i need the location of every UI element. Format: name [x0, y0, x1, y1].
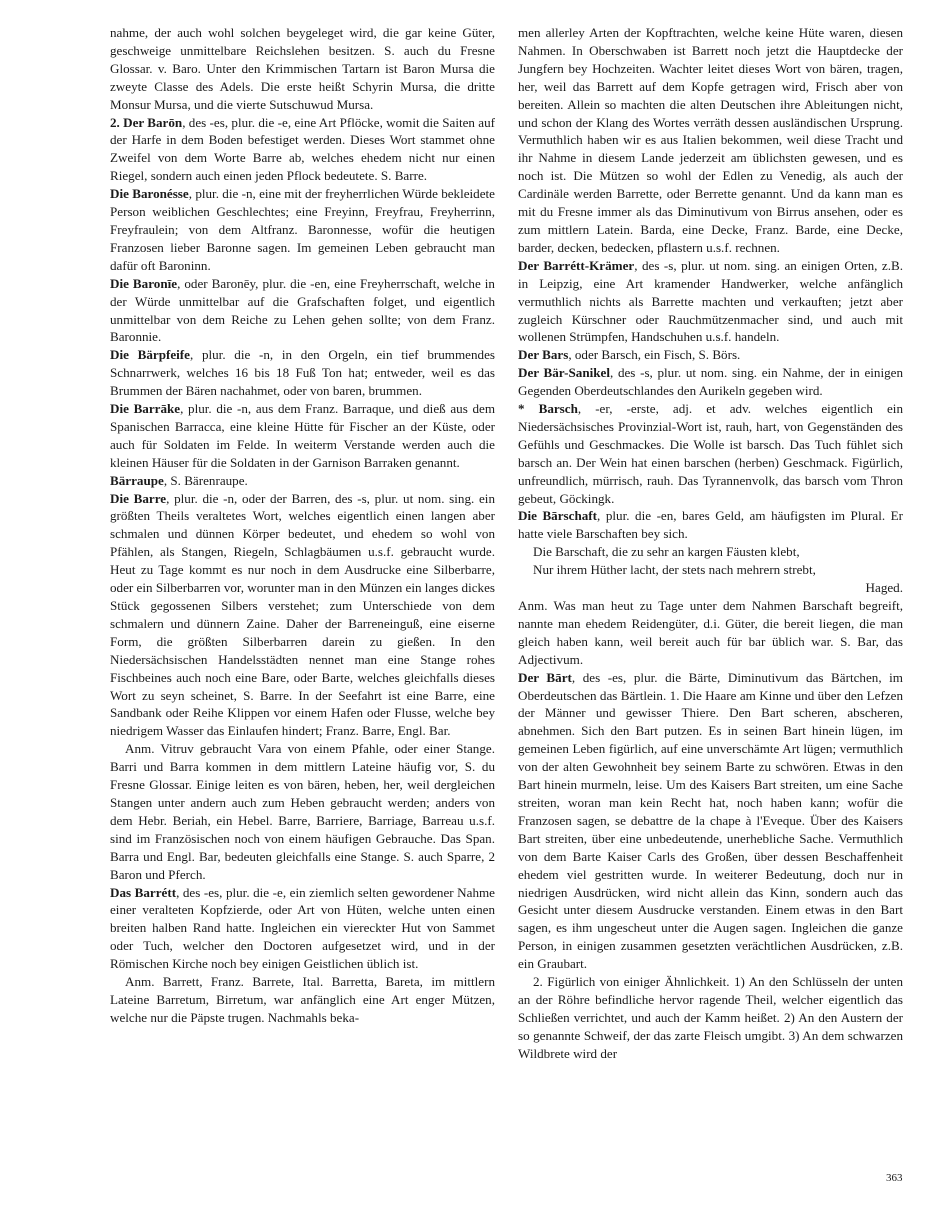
- entry-barschaft: Die Bārschaft, plur. die -en, bares Geld, am häufigsten im Plural. Er hatte viele Barschaften bey sich.: [518, 508, 904, 542]
- entry-headword: Der Barrétt-Krämer: [518, 257, 635, 273]
- entry-barre-anm: Anm. Vitruv gebraucht Vara von einem Pfahle, oder einer Stange. Barri und Barra kommen in dem mittlern Lateine häufig vor, S. du Fresne Glossar. Einige leiten es von bären, heben, her, weil dergleichen Stangen unter andern auch zum Heben gebraucht werden; anders von dem Hebr. Beriah, ein Hebel. Barre, Barriere, Barriage, Barreau u.s.f. sind im Französischen noch von einem häufigen Gebrauche. Das Span. Barra und Engl. Bar, bedeuten gleichfalls eine Stange. S. auch Sparre, 2 Baron und Pferch.: [110, 741, 495, 882]
- right-column: [518, 24, 903, 1063]
- page-number: 363: [886, 1172, 903, 1184]
- entry-headword: Das Barrétt: [110, 884, 177, 900]
- entry-headword: Der Bär-Sanikel: [518, 365, 610, 381]
- poem-line: Die Barschaft, die zu sehr an kargen Fäusten klebt,: [533, 544, 800, 560]
- entry-bart-2: 2. Figürlich von einiger Ähnlichkeit. 1) An den Schlüsseln der unten an der Röhre befindliche hervor ragende Theil, welcher eigentlich das Schließen verrichtet, und auch der Kamm heißet. 2) An den Austern der so genannte Schweif, der das zarte Fleisch umgibt. 3) An dem schwarzen Wildbrete wird der: [518, 974, 903, 1061]
- left-column: [110, 24, 495, 1027]
- entry-baron-cont: nahme, der auch wohl solchen beygeleget wird, die gar keine Güter, geschweige unmittelbare Reichslehen besitzen. S. auch du Fresne Glossar. v. Baro. Unter den Krimmischen Tartarn ist Baron Mursa die zweyte Classe des Adels. Die erste heißt Schyrin Mursa, die dritte Monsur Mursa, und die vierte Sutschuwud Mursa.: [110, 25, 495, 112]
- entry-barrake: Die Barrāke, plur. die -n, aus dem Franz. Barraque, und dieß aus dem Spanischen Barracca, eine kleine Hütte für Fischer an der Küste, oder auch für Soldaten im Felde. In weiterm Verstande werden auch die kleinen Häuser für die Soldaten in der Garnison Barraken genannt.: [110, 401, 496, 470]
- entry-baer-sanikel: Der Bär-Sanikel, des -s, plur. ut nom. sing. ein Nahme, der in einigen Gegenden Oberdeutschlandes den Aurikeln gegeben wird.: [518, 365, 903, 399]
- entry-barrett-kraemer: Der Barrétt-Krämer, des -s, plur. ut nom. sing. an einigen Orten, z.B. in Leipzig, eine Art kramender Handwerker, welche anfänglich vermuthlich nichts als Barrette machten und verkauften; jetzt aber zugleich Kürschner oder Rauchmützenmacher sind, und auch mit wollenen Strümpfen, Handschuhen u.s.f. handeln.: [518, 257, 903, 345]
- entry-baronie: Die Baronīe, oder Baronēy, plur. die -en, eine Freyherrschaft, welche in der Würde unmittelbar auf die Grafschaften folget, und eigentlich unmittelbar von dem Reiche zu Lehen gehen sollte; von dem Franz. Baronnie.: [110, 275, 495, 345]
- entry-barre: Die Barre, plur. die -n, oder der Barren, des -s, plur. ut nom. sing. ein größten Theils veraltetes Wort, welches eigentlich einen langen aber schmalen und dünnen Körper bedeutet, und ehedem so wohl von Pfählen, als Stangen, Riegeln, Schlagbäumen u.s.f. gebraucht wurde. Heut zu Tage kommt es nur noch in dem Ausdrucke eine Silberbarre, oder ein Silberbarren vor, worunter man in den Münzen ein langes dickes Stück gegossenen Silbers verstehet; zum Unterschiede von dem schmalern und dünnern Zaine. Daher der Barreneinguß, eine eiserne Form, die größten Silberbarren darein zu gießen. In den Niedersächsischen Handelsstädten nennet man eine Stange rohes Fischbeines auch noch eine Bare, oder Barte, welches gleichfalls dieses Wort zu seyn scheinet, S. Barre. In der Seefahrt ist eine Barre, eine Sandbank oder Reihe Klippen vor einem Hafen oder Flusse, welche bey niedrigem Wasser das Einlaufen hindert; Franz. Barre, Engl. Bar.: [110, 490, 495, 739]
- entry-baron-2: 2. Der Barōn, des -es, plur. die -e, eine Art Pflöcke, womit die Saiten auf der Harfe in dem Boden befestiget werden. Dieses Wort stammet ohne Zweifel von dem Worte Barre ab, welches ehedem nicht nur einen Riegel, sondern auch einen jeden Pflock bedeutete. S. Barre.: [110, 114, 495, 184]
- entry-headword: Die Baronīe: [110, 275, 178, 291]
- entry-headword: Die Baronésse: [110, 186, 189, 202]
- entry-headword: 2. Der Barōn: [110, 114, 183, 130]
- entry-headword: Der Bārt: [518, 669, 572, 685]
- entry-headword: Die Barre: [110, 490, 167, 506]
- entry-headword: Die Barrāke: [110, 401, 181, 417]
- entry-headword: * Barsch: [518, 401, 578, 417]
- entry-barrett: Das Barrétt, des -es, plur. die -e, ein ziemlich selten gewordener Nahme einer veralteten Kopfzierde, oder Art von Hüten, welche unten einen breiten halben Rand hatte. Ingleichen ein viereckter Hut von Sammet oder Tuch, welcher den Doctoren aufgesetzet wird, und in der Römischen Kirche noch bey einigen Geistlichen üblich ist.: [110, 884, 495, 972]
- entry-baronesse: Die Baronésse, plur. die -n, eine mit der freyherrlichen Würde bekleidete Person weiblichen Geschlechtes; eine Freyinn, Freyfrau, Freyherrinn, Freyfraulein; von dem Altfranz. Baronnesse, wofür die heutigen Franzosen lieber Baronne sagen. Im gemeinen Leben gebraucht man dafür oft Baroninn.: [110, 186, 495, 273]
- entry-headword: Die Bärpfeife: [110, 347, 190, 363]
- poem-attribution: Haged.: [865, 580, 903, 596]
- poem-quote: [518, 543, 903, 597]
- entry-bart: Der Bārt, des -es, plur. die Bärte, Diminutivum das Bärtchen, im Oberdeutschen das Bärtlein. 1. Die Haare am Kinne und über den Lefzen der Männer und gewisser Thiere. Den Bart scheren, abscheren, abnehmen. Sich den Bart putzen. Es in seinen Bart hinein lügen, im gemeinen Leben figürlich, auf eine unverschämte Art lügen; vermuthlich von der alten Gewohnheit bey seinem Barte zu schwören. Etwas in den Bart hinein murmeln, leise. Um des Kaisers Bart streiten, um eine Sache streiten, woran man kein Recht hat, noch haben kann; wofür die Franzosen sagen, se debattre de la chape à l'Eveque. Über des Kaisers Bart streiten, über eine unbedeutende, unerhebliche Sache. Vermuthlich von dem Barte Kaiser Carls des Großen, über dessen Beschaffenheit ehedem viel gestritten wurde. In weiterer Bedeutung, doch nur in niedrigen Ausdrücken, wird nicht allein das Kinn, sondern auch das Gesicht unter diesem Ausdrucke verstanden. Einem etwas in den Bart sagen, es ihm ungescheut unter die Augen sagen. Ingleichen die ganze Person, in einigen zusammen gesetzten verächtlichen Ausdrücken, z.B. ein Graubart.: [518, 669, 903, 972]
- entry-headword: Der Bars: [518, 347, 569, 363]
- entry-barsch: * Barsch, -er, -erste, adj. et adv. welches eigentlich ein Niedersächsisches Provinzial-Wort ist, rauh, hart, von Gegenständen des Gefühls und Geschmackes. Die Wolle ist barsch. Das Tuch fühlet sich barsch an. Der Wein hat einen barschen (herben) Geschmack. Figürlich, unfreundlich, mürrisch, rauh. Das Tyrannenvolk, das barsch vom Thron gebeut, Göckingk.: [518, 401, 903, 506]
- entry-bars: Der Bars, oder Barsch, ein Fisch, S. Börs.: [518, 347, 741, 363]
- entry-baerraupe: Bärraupe, S. Bärenraupe.: [110, 472, 248, 488]
- entry-barrett-anm: Anm. Barrett, Franz. Barrete, Ital. Barretta, Bareta, im mittlern Lateine Barretum, Birretum, war anfänglich eine Art enger Mützen, welche nur die Päpste trugen. Nachmahls beka-: [110, 974, 495, 1025]
- entry-barrett-cont: men allerley Arten der Kopftrachten, welche keine Hüte waren, diesen Nahmen. In Oberschwaben ist Barrett noch jetzt die Hauptdecke der Jungfern bey Hochzeiten. Wachter leitet dieses Wort von bären, tragen, her, weil das Barrett auf dem Kopfe getragen wird, Frisch aber von bereiten. Allein so machten die alten Deutschen ihre Ableitungen nicht, und schon der Klang des Wortes verräth dessen ausländischen Ursprung. Vermuthlich haben wir es aus Italien bekommen, weil diese Tracht und ihr Nahme in diesem Lande jederzeit am üblichsten gewesen, und es noch ist. Die Mützen so wohl der Edlen zu Venedig, als auch der Cardinäle werden Barrette, oder Berrette genannt. Und da kann man es mit du Fresne immer als das Diminutivum von Birrus ansehen, oder es zum mittlern Latein. Barda, eine Decke, Franz. Barde, eine Decke, barder, decken, bedecken, pflastern u.s.f. rechnen.: [518, 25, 903, 255]
- entry-baerpfeife: Die Bärpfeife, plur. die -n, in den Orgeln, ein tief brummendes Schnarrwerk, welches 16 bis 18 Fuß Ton hat; entweder, weil es das Brummen der Bären nachahmet, oder von baren, brummen.: [110, 347, 495, 399]
- entry-headword: Die Bārschaft: [518, 508, 598, 524]
- entry-headword: Bärraupe: [110, 472, 164, 488]
- poem-line: Nur ihrem Hüther lacht, der stets nach mehrern strebt,: [533, 562, 816, 578]
- entry-barschaft-anm: Anm. Was man heut zu Tage unter dem Nahmen Barschaft begreift, nannte man ehedem Reidengüter, d.i. Güter, die bereit liegen, die man gleich haben kann, weil bereit auch für bar üblich war. S. Bar, das Adjectivum.: [518, 598, 903, 667]
